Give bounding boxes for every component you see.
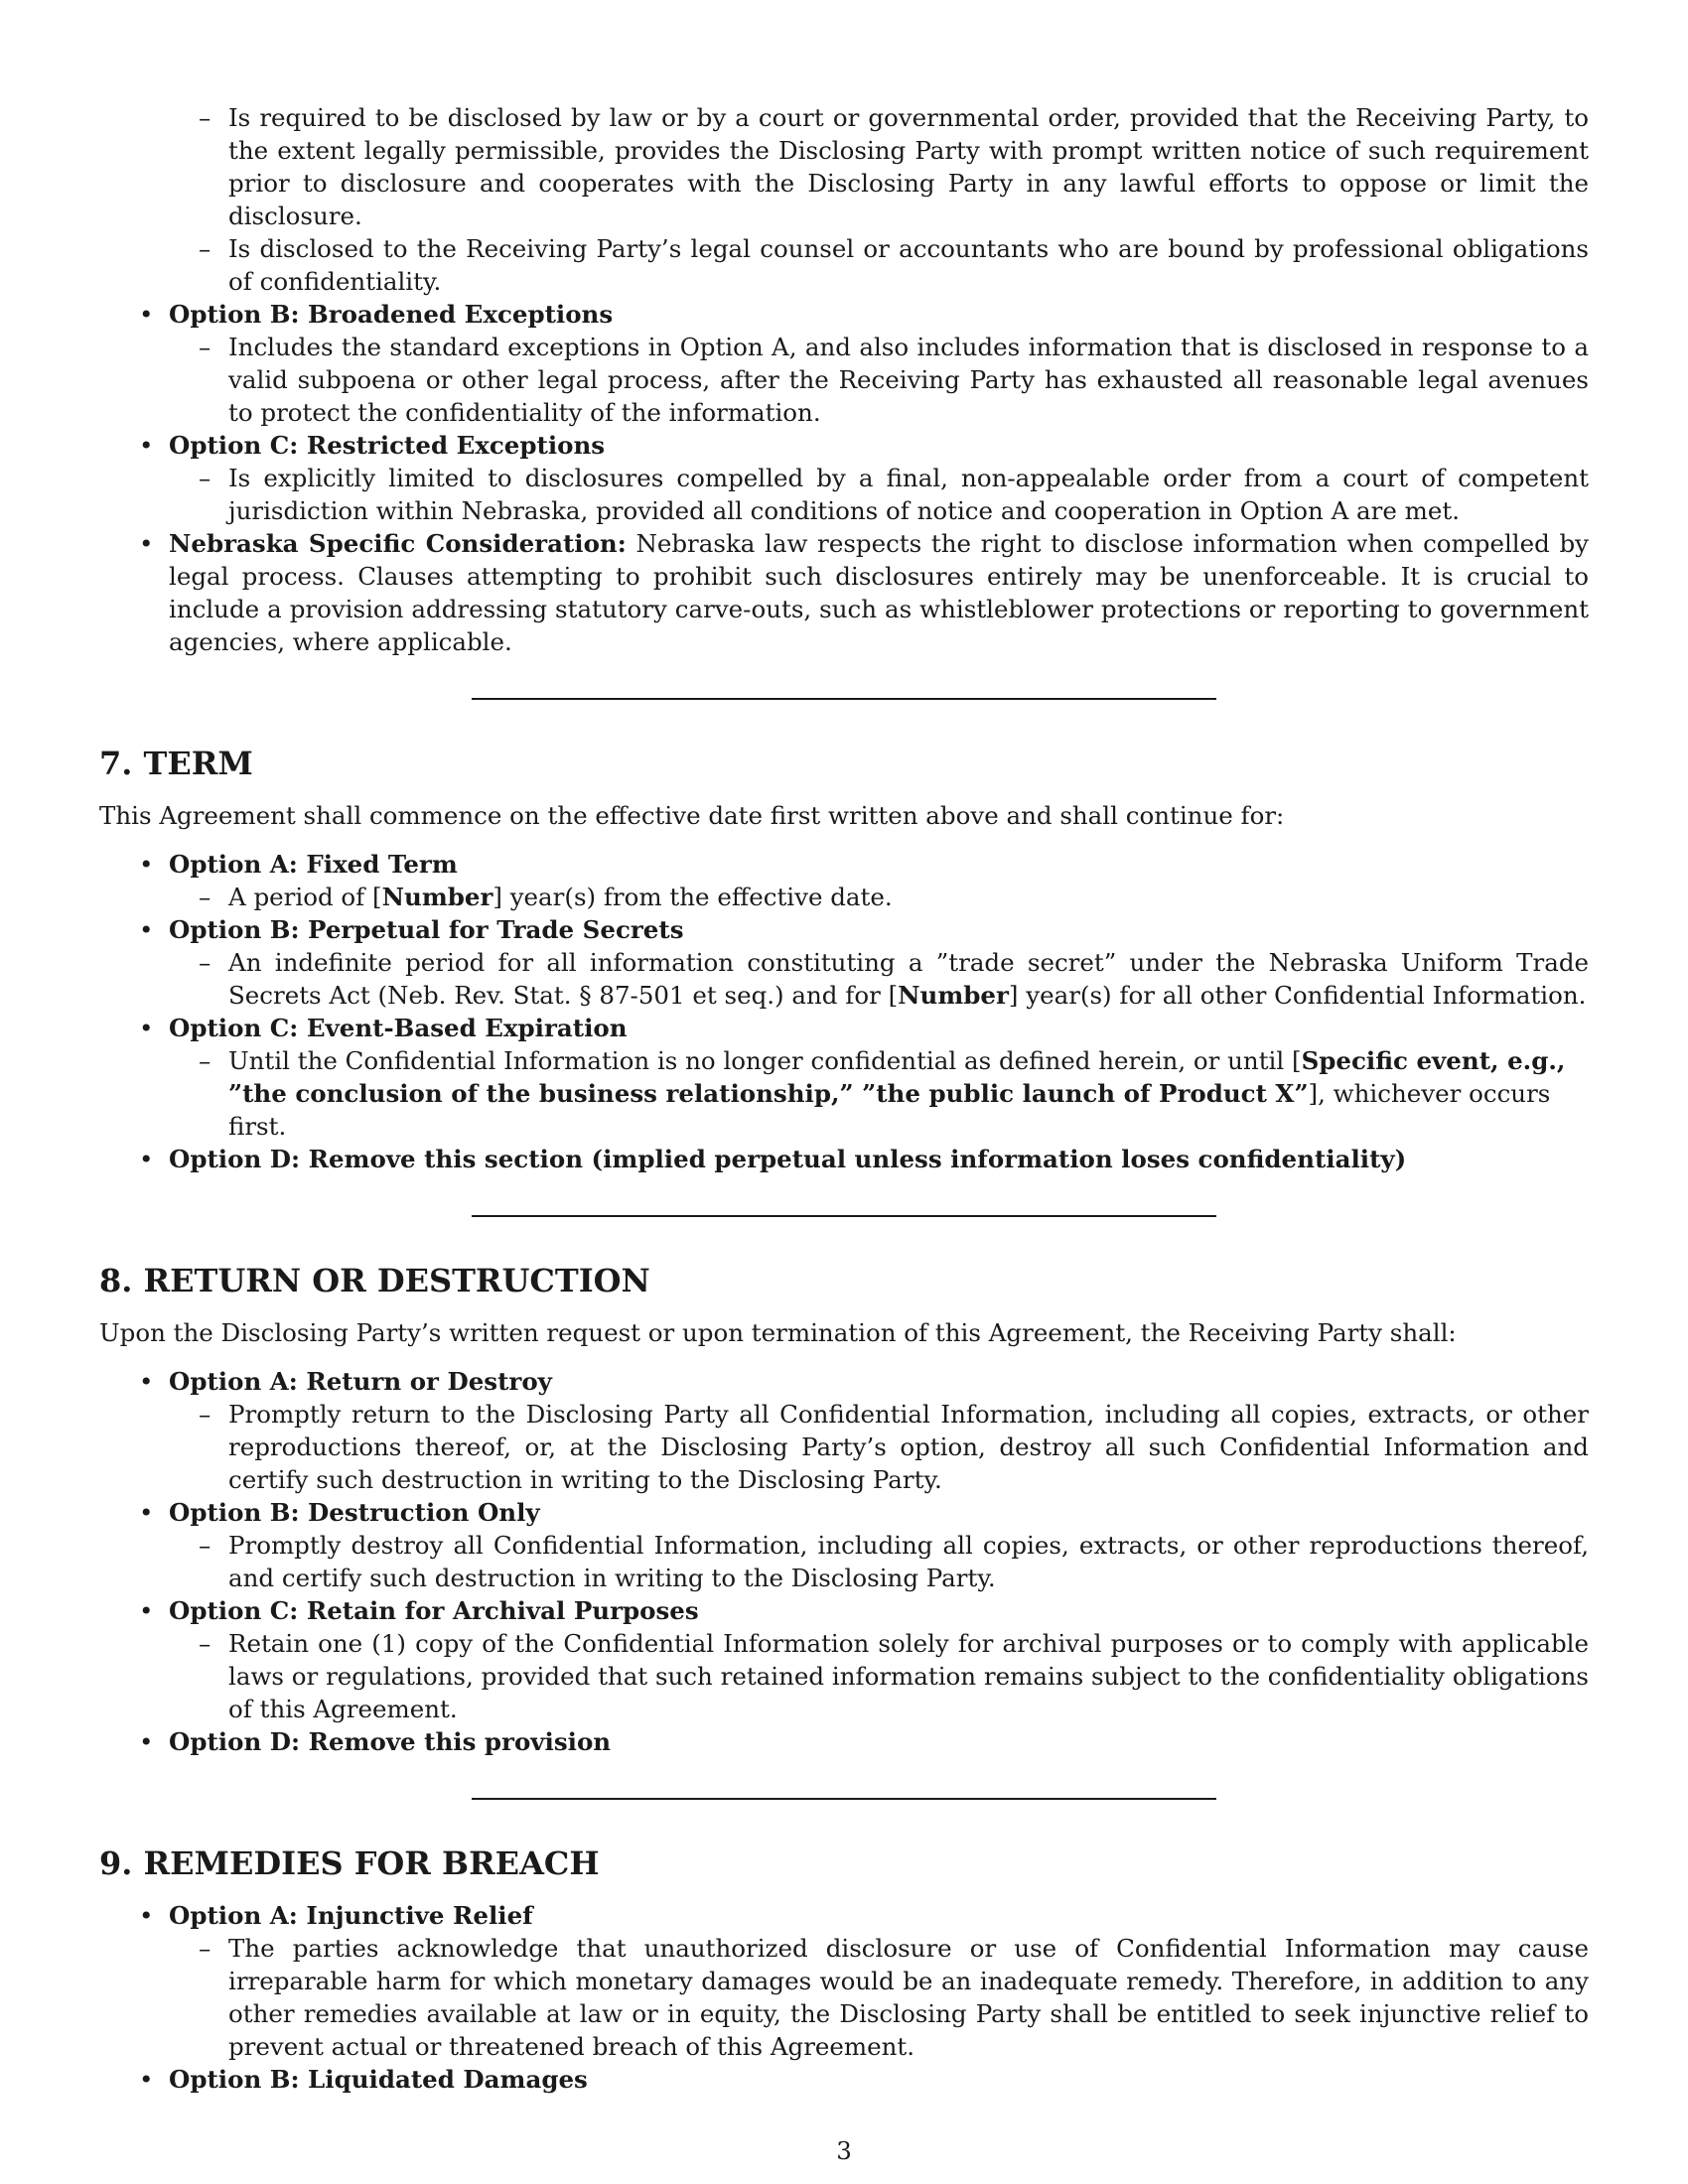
- option-label: Option B: Broadened Exceptions: [169, 300, 614, 329]
- list-item: [169, 462, 1589, 527]
- option-b-item: [99, 1496, 1589, 1594]
- dash-marker: –: [199, 1400, 211, 1429]
- dash-marker: –: [199, 234, 211, 263]
- section-8-options: [99, 1365, 1589, 1758]
- text-span: An indefinite period for all information constituting a ”trade secret” under the Nebraska Uniform Trade Secrets Act (Neb. Rev. Stat. § 87-501 et seq.) and for [: [228, 948, 1589, 1010]
- list-item: [169, 101, 1589, 232]
- dash-marker: –: [199, 1629, 211, 1658]
- exception-text: Is disclosed to the Receiving Party’s legal counsel or accountants who are bound by professional obligations of confidentiality.: [228, 234, 1589, 296]
- option-label: Option C: Event-Based Expiration: [169, 1014, 628, 1042]
- option-d-item: [99, 1725, 1589, 1758]
- section-divider: [472, 698, 1216, 700]
- option-label: Option D: Remove this section (implied perpetual unless information loses confidentiality): [169, 1145, 1407, 1173]
- text-span: A period of [: [228, 883, 382, 911]
- option-label: Option A: Injunctive Relief: [169, 1901, 533, 1930]
- option-a-item: [99, 1365, 1589, 1496]
- section-8-intro: Upon the Disclosing Party’s written request or upon termination of this Agreement, the Receiving Party shall:: [99, 1318, 1457, 1347]
- bullet-marker: •: [139, 1727, 154, 1756]
- text-span: ] year(s) from the effective date.: [492, 883, 893, 911]
- bullet-marker: •: [139, 1596, 154, 1625]
- section-7-heading: 7. TERM: [99, 745, 253, 782]
- list-item: [169, 946, 1589, 1012]
- placeholder-text: Number: [381, 883, 493, 911]
- list-item: [169, 1932, 1589, 2063]
- option-b-item: [99, 2063, 1589, 2096]
- option-a-item: [99, 848, 1589, 913]
- option-c-item: [99, 1012, 1589, 1143]
- dash-marker: –: [199, 333, 211, 361]
- dash-marker: –: [199, 103, 211, 132]
- bullet-marker: •: [139, 1901, 154, 1930]
- section-9-heading: 9. REMEDIES FOR BREACH: [99, 1844, 600, 1882]
- list-item: [169, 232, 1589, 298]
- dash-marker: –: [199, 948, 211, 977]
- option-text: Promptly return to the Disclosing Party all Confidential Information, including all copies, extracts, or other reproductions thereof, or, at the Disclosing Party’s option, destroy all such Confidential Information and certify such destruction in writing to the Disclosing Party.: [228, 1400, 1589, 1494]
- page-number: 3: [836, 2136, 852, 2165]
- bullet-marker: •: [139, 2065, 154, 2094]
- option-c-item: [99, 1594, 1589, 1725]
- placeholder-text: Specific event, e.g., ”the conclusion of the business relationship,” ”the public launch of Product X”: [228, 1046, 1566, 1108]
- dash-marker: –: [199, 1531, 211, 1560]
- option-label: Option B: Perpetual for Trade Secrets: [169, 915, 684, 944]
- bullet-marker: •: [139, 1498, 154, 1527]
- section-6-continued: [99, 101, 1589, 658]
- section-8-heading: 8. RETURN OR DESTRUCTION: [99, 1262, 650, 1299]
- option-text: Retain one (1) copy of the Confidential Information solely for archival purposes or to comply with applicable laws or regulations, provided that such retained information remains subject to the confidentiality obligations of this Agreement.: [228, 1629, 1589, 1723]
- document-page: [99, 101, 1589, 2096]
- dash-marker: –: [199, 1934, 211, 1963]
- section-divider: [472, 1798, 1216, 1800]
- list-item: [169, 1044, 1589, 1143]
- dash-marker: –: [199, 464, 211, 492]
- section-6-options: [99, 298, 1589, 658]
- option-text: Is explicitly limited to disclosures compelled by a final, non-appealable order from a court of competent jurisdiction within Nebraska, provided all conditions of notice and cooperation in Option A are met.: [228, 464, 1589, 525]
- option-d-item: [99, 1143, 1589, 1175]
- list-item: [169, 331, 1589, 429]
- option-text: Includes the standard exceptions in Option A, and also includes information that is disclosed in response to a valid subpoena or other legal process, after the Receiving Party has exhausted all reasonable legal avenues to protect the confidentiality of the information.: [228, 333, 1589, 427]
- option-text: The parties acknowledge that unauthorized disclosure or use of Confidential Information may cause irreparable harm for which monetary damages would be an inadequate remedy. Therefore, in addition to any other remedies available at law or in equity, the Disclosing Party shall be entitled to seek injunctive relief to prevent actual or threatened breach of this Agreement.: [228, 1934, 1589, 2061]
- section-7-intro: This Agreement shall commence on the effective date first written above and shall continue for:: [99, 801, 1285, 830]
- option-label: Option D: Remove this provision: [169, 1727, 612, 1756]
- nebraska-consideration-item: [99, 527, 1589, 658]
- option-label: Option C: Restricted Exceptions: [169, 431, 606, 460]
- option-a-exceptions-list: [169, 101, 1589, 298]
- list-item: [169, 881, 1589, 913]
- bullet-marker: •: [139, 300, 154, 329]
- option-a-item: [99, 1899, 1589, 2063]
- bullet-marker: •: [139, 1145, 154, 1173]
- option-label: Option C: Retain for Archival Purposes: [169, 1596, 699, 1625]
- dash-marker: –: [199, 1046, 211, 1075]
- text-span: Until the Confidential Information is no longer confidential as defined herein, or until [: [228, 1046, 1302, 1075]
- section-9-options: [99, 1899, 1589, 2096]
- option-label: Nebraska Specific Consideration:: [169, 529, 627, 558]
- list-item: [169, 1398, 1589, 1496]
- placeholder-text: Number: [898, 981, 1009, 1010]
- exception-text: Is required to be disclosed by law or by a court or governmental order, provided that the Receiving Party, to the extent legally permissible, provides the Disclosing Party with prompt written notice of such requirement prior to disclosure and cooperates with the Disclosing Party in any lawful efforts to oppose or limit the disclosure.: [228, 103, 1589, 230]
- bullet-marker: •: [139, 529, 154, 558]
- option-label: Option A: Fixed Term: [169, 850, 458, 879]
- option-text: Promptly destroy all Confidential Information, including all copies, extracts, or other reproductions thereof, and certify such destruction in writing to the Disclosing Party.: [228, 1531, 1589, 1592]
- section-divider: [472, 1215, 1216, 1217]
- option-b-item: [99, 913, 1589, 1012]
- bullet-marker: •: [139, 1014, 154, 1042]
- bullet-marker: •: [139, 850, 154, 879]
- list-item: [169, 1529, 1589, 1594]
- option-c-item: [99, 429, 1589, 527]
- text-span: ], whichever occurs first.: [228, 1079, 1551, 1141]
- bullet-marker: •: [139, 915, 154, 944]
- text-span: ] year(s) for all other Confidential Information.: [1008, 981, 1587, 1010]
- option-text: Nebraska law respects the right to disclose information when compelled by legal process. Clauses attempting to prohibit such disclosures entirely may be unenforceable. It is crucial to include a provision addressing statutory carve-outs, such as whistleblower protections or reporting to government agencies, where applicable.: [169, 529, 1589, 656]
- option-label: Option A: Return or Destroy: [169, 1367, 552, 1396]
- dash-marker: –: [199, 883, 211, 911]
- section-7-options: [99, 848, 1589, 1175]
- option-label: Option B: Liquidated Damages: [169, 2065, 588, 2094]
- bullet-marker: •: [139, 1367, 154, 1396]
- option-label: Option B: Destruction Only: [169, 1498, 540, 1527]
- bullet-marker: •: [139, 431, 154, 460]
- option-b-item: [99, 298, 1589, 429]
- list-item: [169, 1627, 1589, 1725]
